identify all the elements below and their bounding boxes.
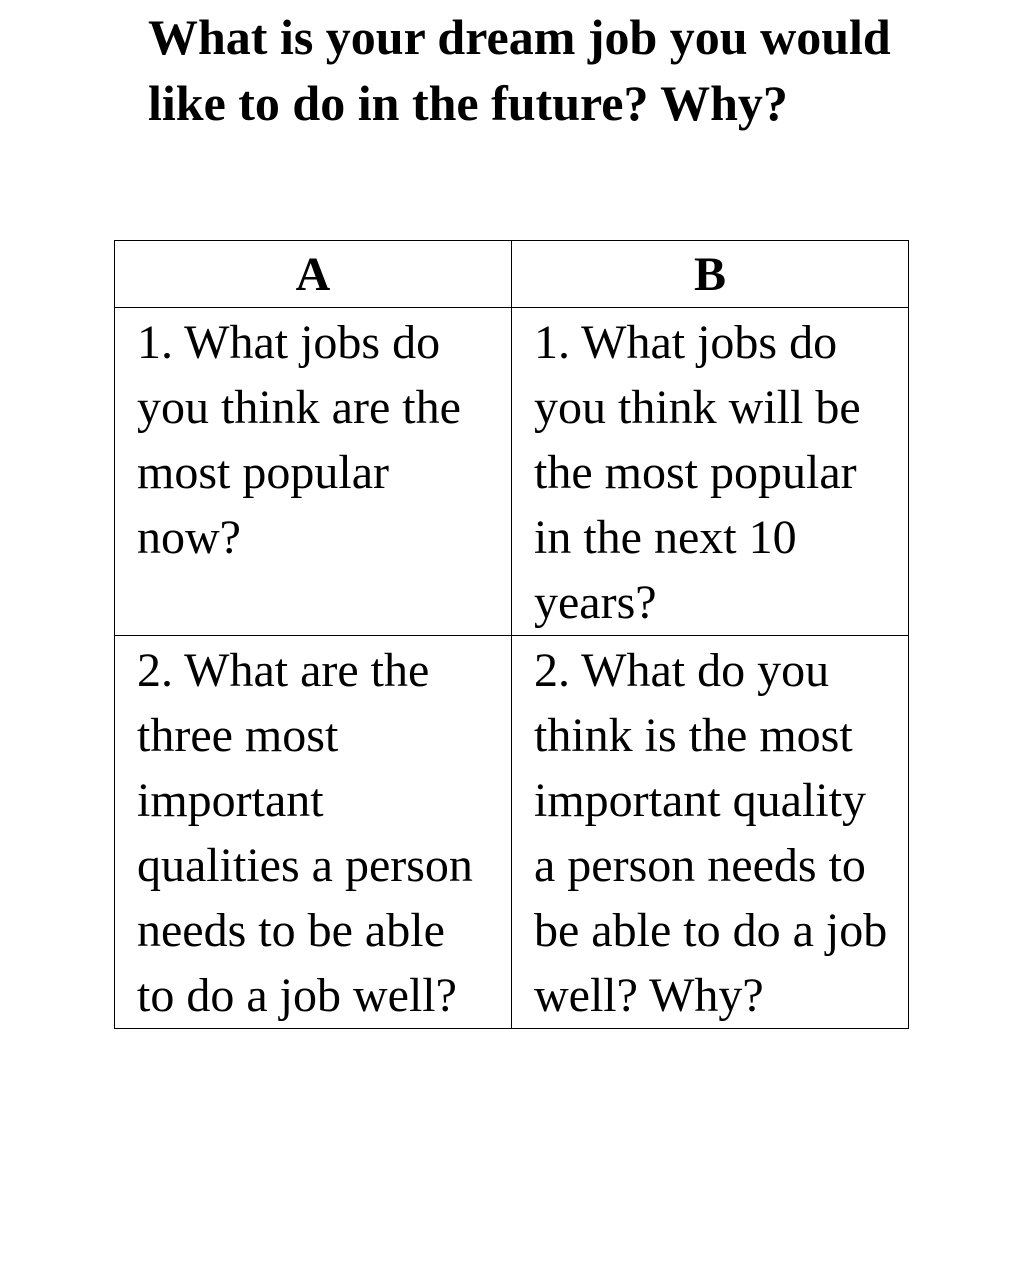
- table-cell: 1. What jobs do you think will be the most popular in the next 10 years?: [512, 308, 909, 636]
- table-cell: 2. What are the three most important qualities a person needs to be able to do a job well?: [115, 636, 512, 1029]
- table-row: [115, 636, 909, 1029]
- table-cell: 2. What do you think is the most important quality a person needs to be able to do a job well? Why?: [512, 636, 909, 1029]
- table-header-row: [115, 241, 909, 308]
- questions-table: [114, 240, 909, 1029]
- table-row: [115, 308, 909, 636]
- table-cell: 1. What jobs do you think are the most popular now?: [115, 308, 512, 636]
- column-header-a: A: [115, 241, 512, 308]
- question-title: What is your dream job you would like to do in the future? Why?: [148, 9, 891, 131]
- column-header-b: B: [512, 241, 909, 308]
